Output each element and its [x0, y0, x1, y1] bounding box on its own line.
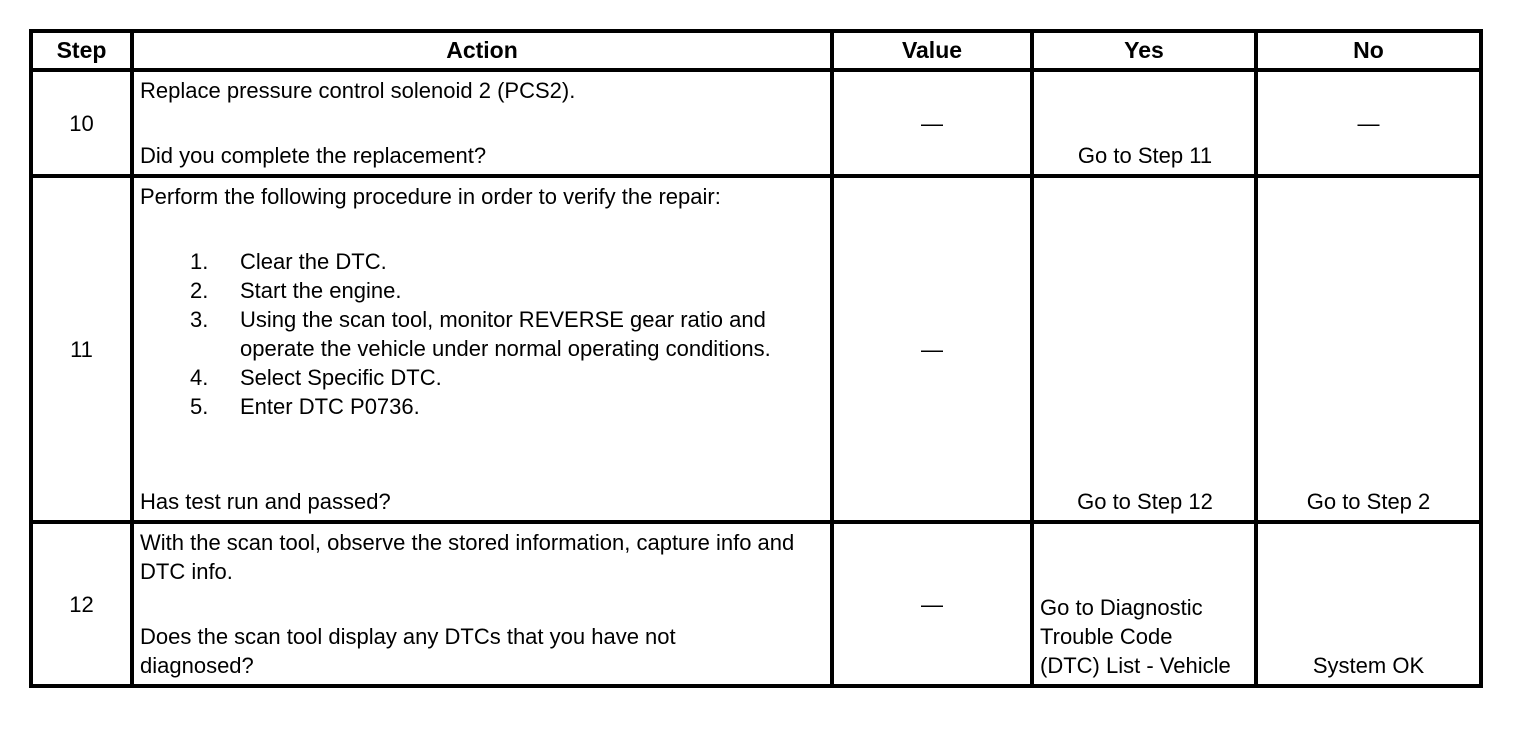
- action-question: Did you complete the replacement?: [140, 143, 487, 168]
- yes-link[interactable]: Go to Diagnostic Trouble Code (DTC) List - Vehicle: [1032, 522, 1256, 686]
- header-yes: Yes: [1032, 31, 1256, 70]
- action-cell: [132, 70, 832, 176]
- action-instruction: Replace pressure control solenoid 2 (PCS2).: [140, 78, 576, 103]
- action-instruction: Perform the following procedure in order to verify the repair:: [140, 184, 721, 209]
- procedure-step-number: 2.: [190, 278, 209, 303]
- procedure-step-text: Clear the DTC.: [240, 249, 387, 274]
- value-cell: —: [832, 522, 1032, 686]
- procedure-step-text: Enter DTC P0736.: [240, 394, 420, 419]
- table-row: [31, 522, 1481, 686]
- step-number: 10: [31, 70, 132, 176]
- table-row: [31, 70, 1481, 176]
- step-number: 11: [31, 176, 132, 522]
- diagnostic-table: [29, 29, 1483, 688]
- procedure-step-text: Select Specific DTC.: [240, 365, 442, 390]
- table-row: [31, 176, 1481, 522]
- procedure-list: [140, 247, 824, 421]
- yes-link[interactable]: Go to Step 12: [1032, 176, 1256, 522]
- header-step: Step: [31, 31, 132, 70]
- step-number: 12: [31, 522, 132, 686]
- value-cell: —: [832, 70, 1032, 176]
- header-value: Value: [832, 31, 1032, 70]
- procedure-step: [190, 276, 824, 305]
- procedure-step: [190, 363, 824, 392]
- procedure-step-text: Start the engine.: [240, 278, 402, 303]
- action-instruction: With the scan tool, observe the stored information, capture info and DTC info.: [140, 530, 795, 584]
- action-question: Does the scan tool display any DTCs that you have not diagnosed?: [140, 624, 676, 678]
- procedure-step-text: Using the scan tool, monitor REVERSE gear ratio and operate the vehicle under normal operating conditions.: [240, 307, 771, 361]
- no-result: System OK: [1256, 522, 1481, 686]
- header-action: Action: [132, 31, 832, 70]
- procedure-step: [190, 305, 810, 363]
- procedure-step-number: 3.: [190, 307, 209, 332]
- no-link[interactable]: Go to Step 2: [1256, 176, 1481, 522]
- procedure-step-number: 4.: [190, 365, 209, 390]
- procedure-step: [190, 392, 824, 421]
- no-cell: —: [1256, 70, 1481, 176]
- action-cell: [132, 522, 832, 686]
- action-question: Has test run and passed?: [140, 489, 391, 514]
- header-row: [31, 31, 1481, 70]
- yes-link[interactable]: Go to Step 11: [1032, 70, 1256, 176]
- value-cell: —: [832, 176, 1032, 522]
- action-cell: [132, 176, 832, 522]
- procedure-step: [190, 247, 824, 276]
- header-no: No: [1256, 31, 1481, 70]
- procedure-step-number: 1.: [190, 249, 209, 274]
- procedure-step-number: 5.: [190, 394, 209, 419]
